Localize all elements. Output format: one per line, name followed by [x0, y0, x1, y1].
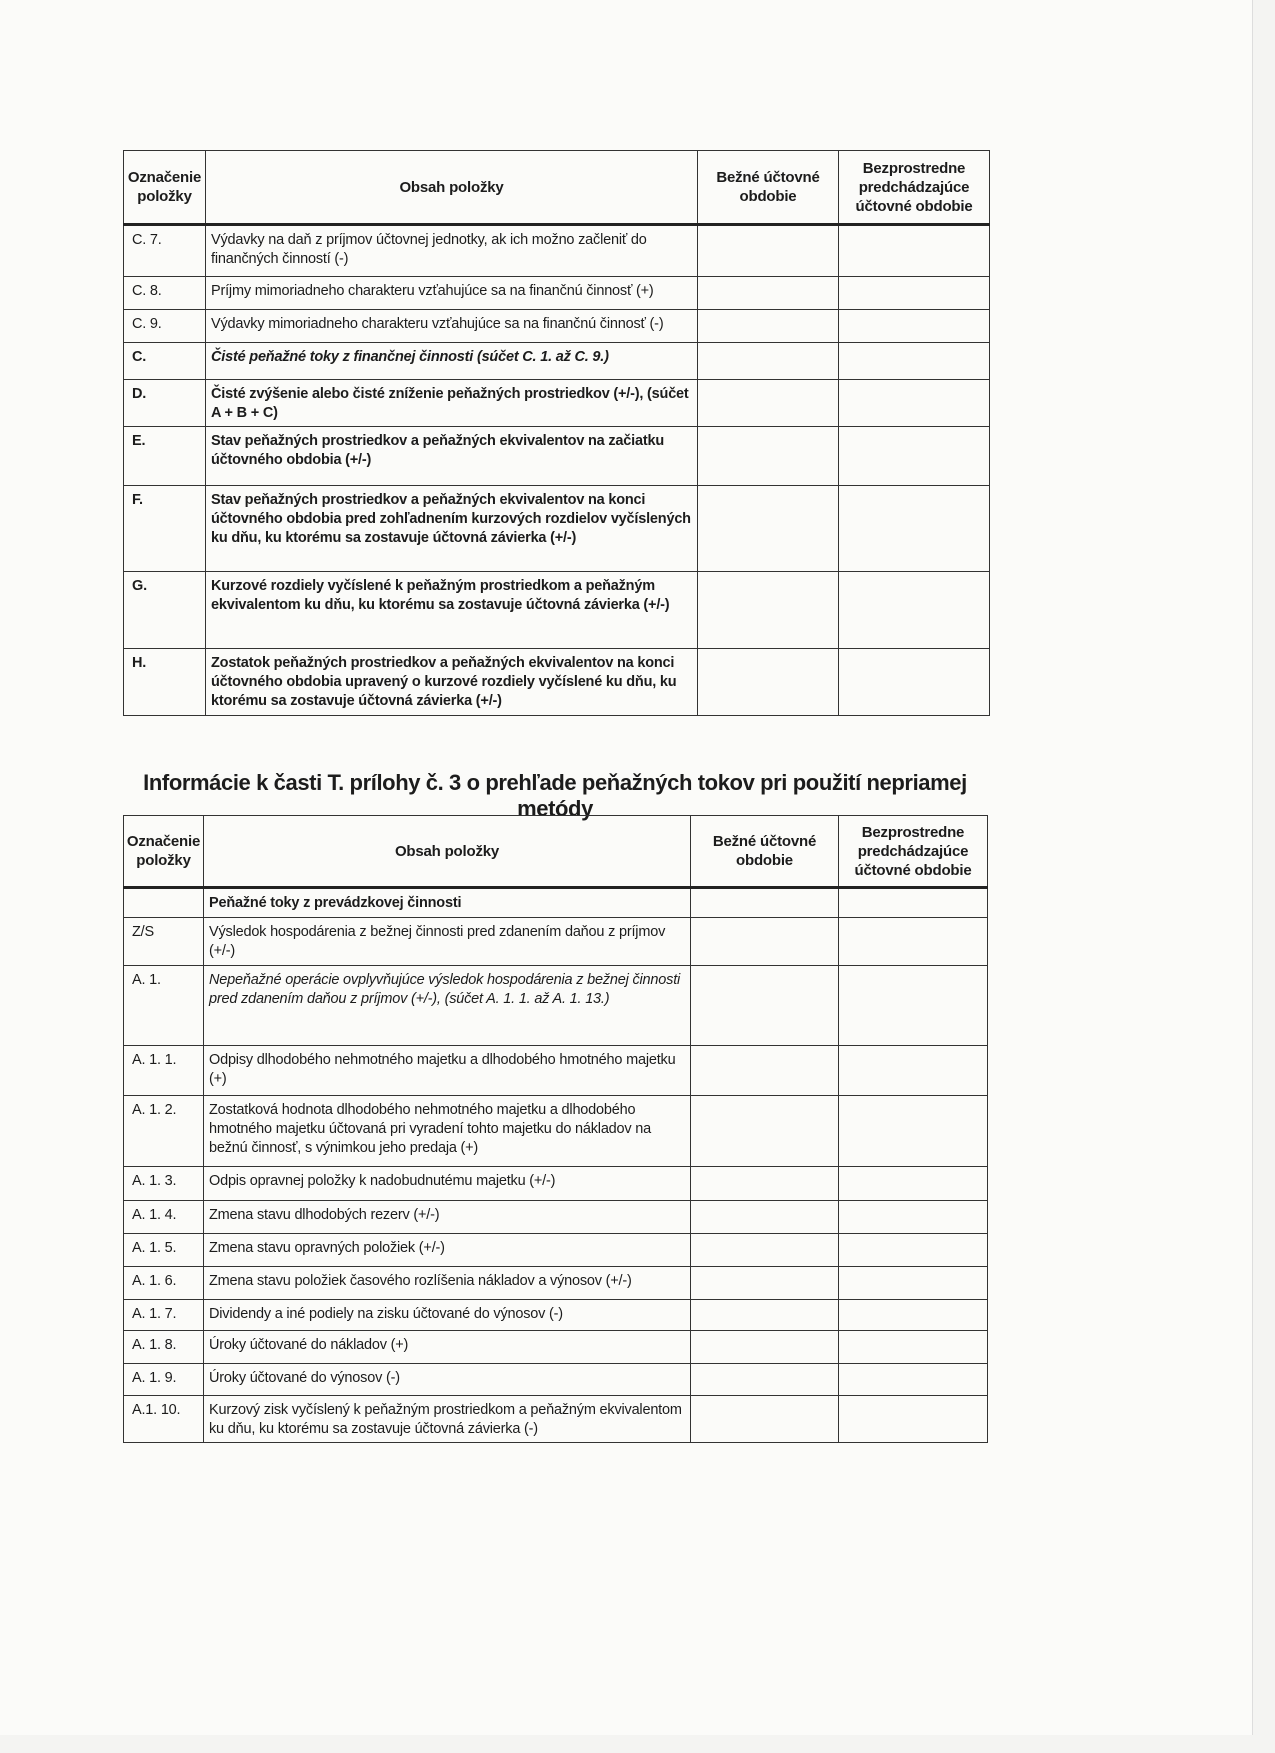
table-row — [124, 1046, 988, 1096]
table-row — [124, 225, 990, 277]
current-value[interactable] — [698, 486, 839, 572]
previous-value[interactable] — [839, 888, 988, 918]
row-code: A. 1. 7. — [124, 1300, 204, 1331]
current-value[interactable] — [698, 343, 839, 380]
row-code: H. — [124, 649, 206, 716]
table-row — [124, 1364, 988, 1396]
header-code: Označenie položky — [124, 151, 206, 225]
table-row — [124, 1201, 988, 1234]
previous-value[interactable] — [839, 277, 990, 310]
row-code: Z/S — [124, 918, 204, 966]
section-title: Informácie k časti T. prílohy č. 3 o prehľade peňažných tokov pri použití nepriamej metódy — [143, 770, 967, 821]
current-value[interactable] — [698, 310, 839, 343]
header-content: Obsah položky — [206, 151, 698, 225]
row-text: Úroky účtované do nákladov (+) — [204, 1331, 691, 1364]
table-row — [124, 1331, 988, 1364]
header-previous-period: Bezprostredne predchádzajúce účtovné obdobie — [839, 151, 990, 225]
previous-value[interactable] — [839, 1046, 988, 1096]
table-row — [124, 1267, 988, 1300]
previous-value[interactable] — [839, 1396, 988, 1443]
table-row — [124, 380, 990, 427]
table-row — [124, 1167, 988, 1201]
row-code: A.1. 10. — [124, 1396, 204, 1443]
row-code: A. 1. 8. — [124, 1331, 204, 1364]
header-previous-period: Bezprostredne predchádzajúce účtovné obdobie — [839, 816, 988, 888]
current-value[interactable] — [698, 380, 839, 427]
table-row — [124, 572, 990, 649]
row-code: C. — [124, 343, 206, 380]
table-row — [124, 427, 990, 486]
header-current-period: Bežné účtovné obdobie — [691, 816, 839, 888]
row-text: Zostatok peňažných prostriedkov a peňažných ekvivalentov na konci účtovného obdobia upravený o kurzové rozdiely vyčíslené ku dňu, ku ktorému sa zostavuje účtovná závierka (+/-) — [206, 649, 698, 716]
row-code: D. — [124, 380, 206, 427]
row-text: Zostatková hodnota dlhodobého nehmotného majetku a dlhodobého hmotného majetku účtovaná pri vyradení tohto majetku do nákladov na bežnú činnosť, s výnimkou jeho predaja (+) — [204, 1096, 691, 1167]
header-current-period: Bežné účtovné obdobie — [698, 151, 839, 225]
row-text: Zmena stavu opravných položiek (+/-) — [204, 1234, 691, 1267]
row-code: A. 1. 3. — [124, 1167, 204, 1201]
row-code: F. — [124, 486, 206, 572]
previous-value[interactable] — [839, 1096, 988, 1167]
row-code: C. 8. — [124, 277, 206, 310]
table-header-row — [124, 816, 988, 888]
current-value[interactable] — [698, 572, 839, 649]
row-code: E. — [124, 427, 206, 486]
row-text: Čisté peňažné toky z finančnej činnosti (súčet C. 1. až C. 9.) — [206, 343, 698, 380]
row-text: Zmena stavu položiek časového rozlíšenia nákladov a výnosov (+/-) — [204, 1267, 691, 1300]
table-row — [124, 649, 990, 716]
table-header-row — [124, 151, 990, 225]
previous-value[interactable] — [839, 966, 988, 1046]
current-value[interactable] — [691, 1046, 839, 1096]
row-text: Príjmy mimoriadneho charakteru vzťahujúce sa na finančnú činnosť (+) — [206, 277, 698, 310]
row-text: Zmena stavu dlhodobých rezerv (+/-) — [204, 1201, 691, 1234]
table-row — [124, 343, 990, 380]
table-row — [124, 888, 988, 918]
table-row — [124, 1396, 988, 1443]
current-value[interactable] — [698, 277, 839, 310]
current-value[interactable] — [691, 966, 839, 1046]
previous-value[interactable] — [839, 1267, 988, 1300]
current-value[interactable] — [698, 225, 839, 277]
current-value[interactable] — [691, 1167, 839, 1201]
previous-value[interactable] — [839, 225, 990, 277]
row-text: Nepeňažné operácie ovplyvňujúce výsledok hospodárenia z bežnej činnosti pred zdanením daňou z príjmov (+/-), (súčet A. 1. 1. až A. 1. 13.) — [204, 966, 691, 1046]
row-text: Odpisy dlhodobého nehmotného majetku a dlhodobého hmotného majetku (+) — [204, 1046, 691, 1096]
row-code: A. 1. 9. — [124, 1364, 204, 1396]
table-row — [124, 1300, 988, 1331]
current-value[interactable] — [691, 1096, 839, 1167]
row-code: G. — [124, 572, 206, 649]
current-value[interactable] — [698, 427, 839, 486]
table-row — [124, 486, 990, 572]
current-value[interactable] — [698, 649, 839, 716]
previous-value[interactable] — [839, 427, 990, 486]
previous-value[interactable] — [839, 1364, 988, 1396]
previous-value[interactable] — [839, 1331, 988, 1364]
previous-value[interactable] — [839, 572, 990, 649]
previous-value[interactable] — [839, 1300, 988, 1331]
row-text: Odpis opravnej položky k nadobudnutému majetku (+/-) — [204, 1167, 691, 1201]
row-code: C. 9. — [124, 310, 206, 343]
current-value[interactable] — [691, 1234, 839, 1267]
current-value[interactable] — [691, 888, 839, 918]
previous-value[interactable] — [839, 918, 988, 966]
row-code: C. 7. — [124, 225, 206, 277]
current-value[interactable] — [691, 1201, 839, 1234]
current-value[interactable] — [691, 1300, 839, 1331]
current-value[interactable] — [691, 1396, 839, 1443]
row-code: A. 1. — [124, 966, 204, 1046]
row-code: A. 1. 1. — [124, 1046, 204, 1096]
previous-value[interactable] — [839, 310, 990, 343]
previous-value[interactable] — [839, 649, 990, 716]
row-text: Čisté zvýšenie alebo čisté zníženie peňažných prostriedkov (+/-), (súčet A + B + C) — [206, 380, 698, 427]
cash-flow-table-direct — [123, 150, 990, 716]
row-text: Výsledok hospodárenia z bežnej činnosti pred zdanením daňou z príjmov (+/-) — [204, 918, 691, 966]
table-row — [124, 1096, 988, 1167]
current-value[interactable] — [691, 1331, 839, 1364]
row-text: Kurzové rozdiely vyčíslené k peňažným prostriedkom a peňažným ekvivalentom ku dňu, ku ktorému sa zostavuje účtovná závierka (+/-) — [206, 572, 698, 649]
row-text: Výdavky na daň z príjmov účtovnej jednotky, ak ich možno začleniť do finančných činností (-) — [206, 225, 698, 277]
current-value[interactable] — [691, 1364, 839, 1396]
row-text: Dividendy a iné podiely na zisku účtované do výnosov (-) — [204, 1300, 691, 1331]
previous-value[interactable] — [839, 1201, 988, 1234]
table-row — [124, 277, 990, 310]
row-text: Stav peňažných prostriedkov a peňažných ekvivalentov na konci účtovného obdobia pred zohľadnením kurzových rozdielov vyčíslených ku dňu, ku ktorému sa zostavuje účtovná závierka (+/-) — [206, 486, 698, 572]
cash-flow-table-indirect — [123, 815, 988, 1443]
header-code: Označenie položky — [124, 816, 204, 888]
previous-value[interactable] — [839, 486, 990, 572]
row-code: A. 1. 6. — [124, 1267, 204, 1300]
current-value[interactable] — [691, 1267, 839, 1300]
row-code: A. 1. 5. — [124, 1234, 204, 1267]
table-row — [124, 310, 990, 343]
row-text: Kurzový zisk vyčíslený k peňažným prostriedkom a peňažným ekvivalentom ku dňu, ku ktorému sa zostavuje účtovná závierka (-) — [204, 1396, 691, 1443]
row-code: A. 1. 2. — [124, 1096, 204, 1167]
row-code — [124, 888, 204, 918]
table-row — [124, 918, 988, 966]
row-text: Výdavky mimoriadneho charakteru vzťahujúce sa na finančnú činnosť (-) — [206, 310, 698, 343]
row-code: A. 1. 4. — [124, 1201, 204, 1234]
current-value[interactable] — [691, 918, 839, 966]
previous-value[interactable] — [839, 1167, 988, 1201]
previous-value[interactable] — [839, 343, 990, 380]
table-row — [124, 966, 988, 1046]
table-row — [124, 1234, 988, 1267]
row-text: Stav peňažných prostriedkov a peňažných ekvivalentov na začiatku účtovného obdobia (+/-) — [206, 427, 698, 486]
row-text: Peňažné toky z prevádzkovej činnosti — [204, 888, 691, 918]
previous-value[interactable] — [839, 1234, 988, 1267]
previous-value[interactable] — [839, 380, 990, 427]
row-text: Úroky účtované do výnosov (-) — [204, 1364, 691, 1396]
header-content: Obsah položky — [204, 816, 691, 888]
